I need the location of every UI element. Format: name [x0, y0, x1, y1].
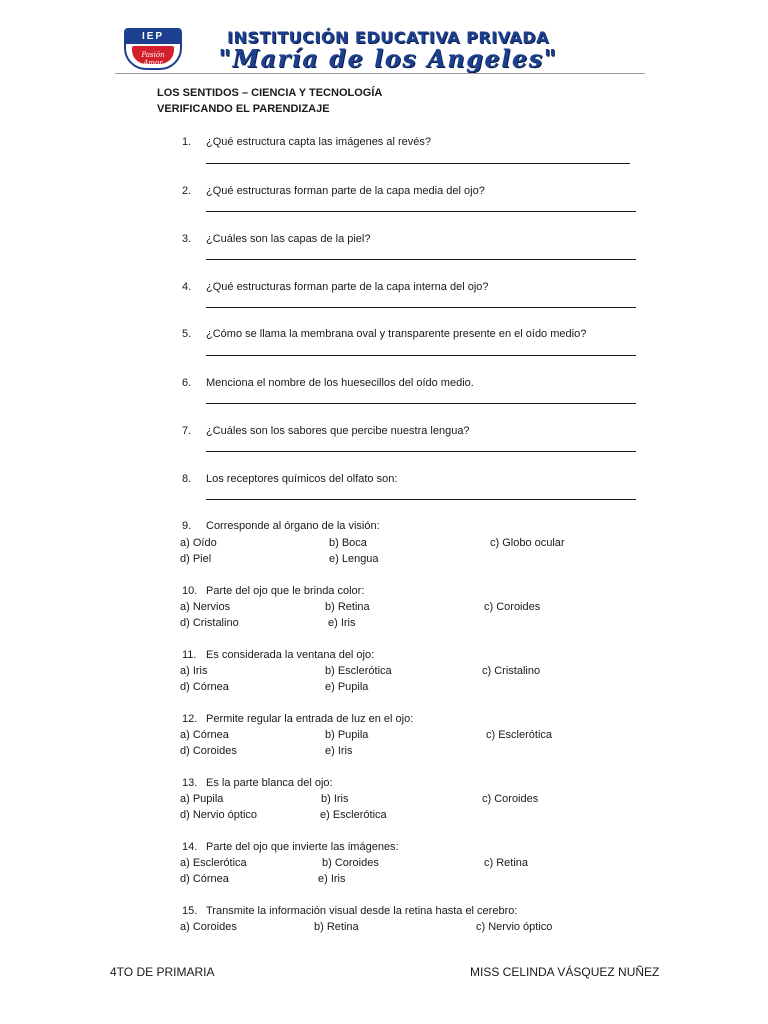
option-c[interactable]: c) Coroides	[482, 793, 539, 805]
option-c[interactable]: c) Coroides	[484, 601, 541, 613]
question-text: Los receptores químicos del olfato son:	[206, 473, 398, 485]
question-number: 9.	[182, 520, 192, 532]
option-b[interactable]: b) Retina	[314, 921, 359, 933]
option-a[interactable]: a) Coroides	[180, 921, 237, 933]
question-text: Corresponde al órgano de la visión:	[206, 520, 380, 532]
option-c[interactable]: c) Globo ocular	[490, 537, 565, 549]
question-number: 12.	[182, 713, 198, 725]
question-text: ¿Qué estructura capta las imágenes al revés?	[206, 136, 432, 148]
option-c[interactable]: c) Retina	[484, 857, 529, 869]
option-a[interactable]: a) Esclerótica	[180, 857, 247, 869]
answer-line[interactable]	[206, 451, 636, 452]
question-text: ¿Cómo se llama la membrana oval y transparente presente en el oído medio?	[206, 328, 587, 340]
option-c[interactable]: c) Esclerótica	[486, 729, 553, 741]
question-text: Es la parte blanca del ojo:	[206, 777, 333, 789]
option-d[interactable]: d) Córnea	[180, 873, 229, 885]
option-b[interactable]: b) Coroides	[322, 857, 379, 869]
logo-motto: Pasión Amor	[141, 51, 165, 67]
option-b[interactable]: b) Retina	[325, 601, 370, 613]
answer-line[interactable]	[206, 307, 636, 308]
option-d[interactable]: d) Nervio óptico	[180, 809, 258, 821]
question-text: ¿Cuáles son los sabores que percibe nuestra lengua?	[206, 425, 470, 437]
option-b[interactable]: b) Esclerótica	[325, 665, 392, 677]
question-text: ¿Qué estructuras forman parte de la capa interna del ojo?	[206, 281, 489, 293]
option-c[interactable]: c) Cristalino	[482, 665, 541, 677]
question-text: ¿Cuáles son las capas de la piel?	[206, 233, 371, 245]
question-number: 15.	[182, 905, 198, 917]
school-logo	[124, 28, 182, 70]
option-c[interactable]: c) Nervio óptico	[476, 921, 553, 933]
option-d[interactable]: d) Cristalino	[180, 617, 239, 629]
footer-teacher: MISS CELINDA VÁSQUEZ NUÑEZ	[470, 965, 660, 979]
question-number: 2.	[182, 185, 192, 197]
option-e[interactable]: e) Iris	[325, 745, 353, 757]
answer-line[interactable]	[206, 403, 636, 404]
question-number: 13.	[182, 777, 198, 789]
option-e[interactable]: e) Iris	[328, 617, 356, 629]
option-b[interactable]: b) Pupila	[325, 729, 369, 741]
question-text: Parte del ojo que invierte las imágenes:	[206, 841, 399, 853]
worksheet-title: LOS SENTIDOS – CIENCIA Y TECNOLOGÍA	[157, 87, 383, 99]
option-a[interactable]: a) Córnea	[180, 729, 229, 741]
school-name-line2: "María de los Angeles"	[218, 44, 558, 73]
option-b[interactable]: b) Iris	[321, 793, 349, 805]
question-number: 3.	[182, 233, 192, 245]
logo-crest	[132, 46, 174, 67]
option-d[interactable]: d) Córnea	[180, 681, 229, 693]
option-e[interactable]: e) Iris	[318, 873, 346, 885]
question-number: 7.	[182, 425, 192, 437]
question-number: 5.	[182, 328, 192, 340]
question-number: 1.	[182, 136, 192, 148]
option-a[interactable]: a) Oído	[180, 537, 217, 549]
answer-line[interactable]	[206, 355, 636, 356]
question-number: 6.	[182, 377, 192, 389]
question-number: 14.	[182, 841, 198, 853]
option-d[interactable]: d) Coroides	[180, 745, 237, 757]
question-number: 10.	[182, 585, 198, 597]
footer-grade: 4TO DE PRIMARIA	[110, 965, 215, 979]
question-number: 4.	[182, 281, 192, 293]
question-number: 11.	[182, 649, 197, 661]
question-text: Menciona el nombre de los huesecillos del oído medio.	[206, 377, 474, 389]
option-e[interactable]: e) Pupila	[325, 681, 369, 693]
option-e[interactable]: e) Lengua	[329, 553, 379, 565]
option-e[interactable]: e) Esclerótica	[320, 809, 387, 821]
question-number: 8.	[182, 473, 192, 485]
option-b[interactable]: b) Boca	[329, 537, 367, 549]
answer-line[interactable]	[206, 211, 636, 212]
question-text: ¿Qué estructuras forman parte de la capa media del ojo?	[206, 185, 485, 197]
header-divider	[115, 73, 645, 74]
question-text: Parte del ojo que le brinda color:	[206, 585, 365, 597]
option-a[interactable]: a) Pupila	[180, 793, 224, 805]
school-name-line1: INSTITUCIÓN EDUCATIVA PRIVADA	[227, 28, 549, 47]
worksheet-subtitle: VERIFICANDO EL PARENDIZAJE	[157, 103, 330, 115]
answer-line[interactable]	[206, 259, 636, 260]
answer-line[interactable]	[206, 499, 636, 500]
option-a[interactable]: a) Nervios	[180, 601, 231, 613]
question-text: Permite regular la entrada de luz en el ojo:	[206, 713, 414, 725]
option-d[interactable]: d) Piel	[180, 553, 212, 565]
question-text: Transmite la información visual desde la retina hasta el cerebro:	[206, 905, 518, 917]
answer-line[interactable]	[206, 163, 630, 164]
logo-text: IEP	[141, 31, 165, 42]
option-a[interactable]: a) Iris	[180, 665, 208, 677]
question-text: Es considerada la ventana del ojo:	[206, 649, 375, 661]
